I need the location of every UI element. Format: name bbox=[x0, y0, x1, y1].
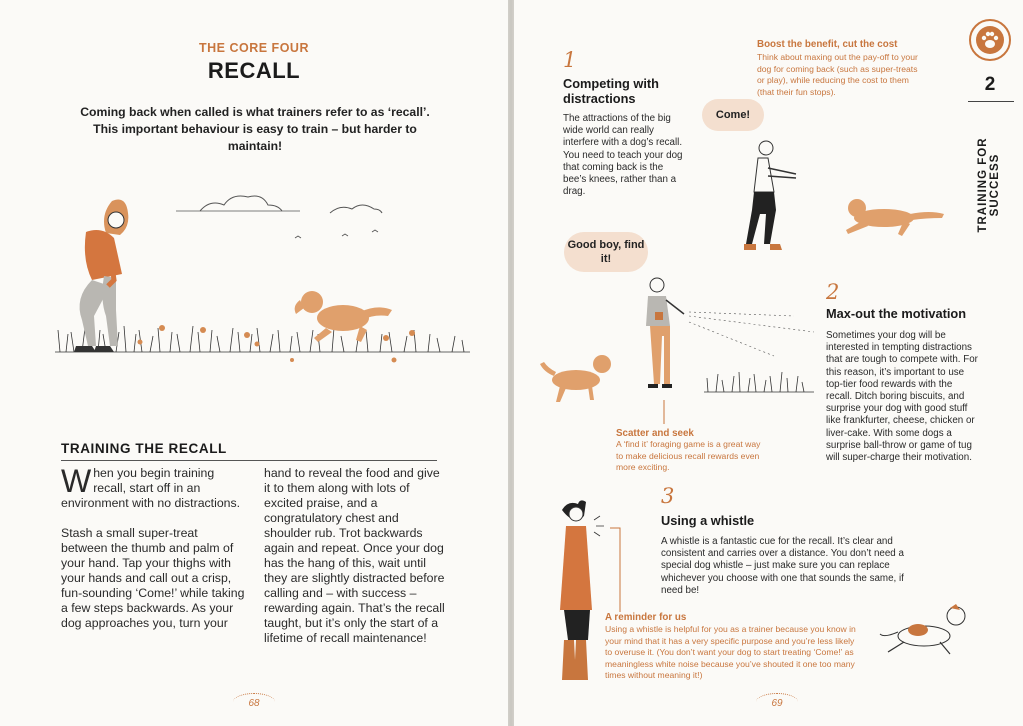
scatter-heading: Scatter and seek bbox=[616, 428, 694, 439]
section-rule bbox=[61, 460, 437, 461]
left-page bbox=[0, 0, 508, 726]
boost-body: Think about maxing out the pay-off to your dog for coming back (such as super-treats or play), while reducing the cost to them (that their fun stops). bbox=[757, 52, 918, 97]
page-title: RECALL bbox=[207, 58, 301, 83]
recall-illustration bbox=[0, 0, 508, 430]
chapter-kicker: THE CORE FOUR bbox=[199, 41, 309, 55]
tip-2-body: Sometimes your dog will be interested in tempting distractions that are tough to compete with. For this reason, it’s important to use top-tier food rewards with the recall. Ditch boring biscuits, and surprise your dog with good stuff like frankfurter, cheese, chicken or liver-cake. With some dogs a surprise ball-throw or game of tug will super-charge their motivation. bbox=[826, 330, 978, 464]
speech-bubble-good-boy: Good boy, find it! bbox=[564, 232, 648, 272]
reminder-body: Using a whistle is helpful for you as a trainer because you know in your mind that it has a very specific purpose and you’re less likely to overuse it. (You don’t want your dog to start treating ‘Come!’ as meaningless white noise because you’ve shouted it one too many times without meaning it!) bbox=[605, 624, 856, 680]
chapter-title-vertical: TRAINING FOR SUCCESS bbox=[977, 137, 1001, 233]
tip-3-heading: Using a whistle bbox=[661, 513, 755, 528]
body-paragraph-2: Stash a small super-treat between the thumb and palm of your hand. Tap your thighs with your hands and call out a crisp, fun-sounding ‘Come!’ while taking a few steps backwards. As your dog approaches you, turn your bbox=[61, 526, 245, 630]
page-number-left: 68 bbox=[233, 693, 275, 709]
tip-3-number: 3 bbox=[661, 484, 675, 508]
body-paragraph-1: When you begin training recall, start off in an environment with no distractions. bbox=[61, 463, 241, 510]
body-column-1 bbox=[61, 463, 246, 631]
body-column-2: hand to reveal the food and give it to them along with lots of excited praise, and a congratulatory chest and shoulder rub. Trot backwards again and repeat. Once your dog has the hang of this, wait until they are slightly distracted before calling and – with success – rewarding again. That’s the recall taught, but it’s only the start of a lifetime of recall maintenance! bbox=[264, 466, 445, 645]
section-heading: TRAINING THE RECALL bbox=[61, 441, 227, 456]
reminder-heading: A reminder for us bbox=[605, 612, 687, 623]
boost-heading: Boost the benefit, cut the cost bbox=[757, 39, 898, 50]
tip-2-heading: Max-out the motivation bbox=[826, 306, 967, 321]
tip-2-number: 2 bbox=[826, 280, 840, 304]
tip-1-heading: Competing with distractions bbox=[563, 76, 659, 106]
speech-bubble-come: Come! bbox=[702, 99, 764, 131]
scatter-body: A ‘find it’ foraging game is a great way to make delicious recall rewards even more exciting. bbox=[616, 439, 761, 472]
tip-1-number: 1 bbox=[563, 48, 577, 72]
drop-cap: W bbox=[61, 463, 92, 499]
page-number-right: 69 bbox=[756, 693, 798, 709]
tip-3-body: A whistle is a fantastic cue for the recall. It’s clear and consistent and carries over a distance. You don’t need a special dog whistle – just make sure you can replace whichever you choose with one that sounds the same, if need be! bbox=[661, 536, 904, 596]
tip-1-body: The attractions of the big wide world can really interfere with a dog’s recall. You need to teach your dog that coming back is the bee’s knees, rather than a drag. bbox=[563, 113, 683, 198]
chapter-number: 2 bbox=[984, 74, 996, 95]
intro-text: Coming back when called is what trainers refer to as ‘recall’. This important behaviour is easy to train – but harder to maintain! bbox=[80, 105, 430, 153]
